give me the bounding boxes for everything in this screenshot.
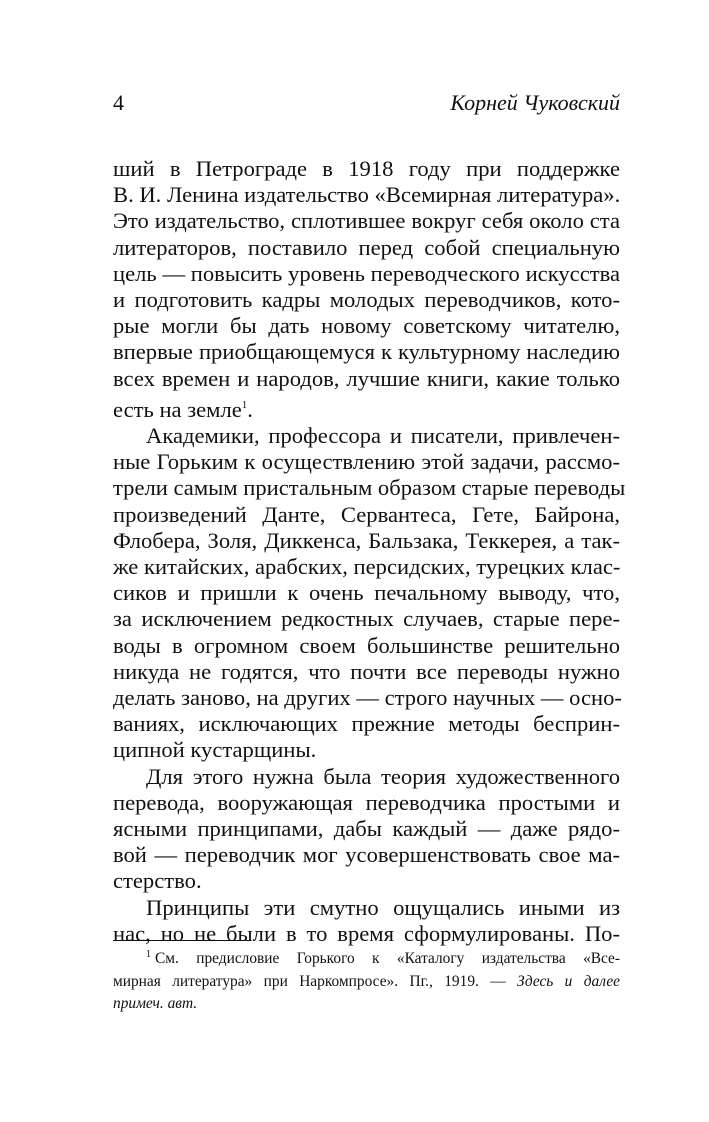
text-line: Академики, профессора и писатели, привлечен-: [146, 423, 620, 449]
text-fragment: .: [247, 396, 253, 422]
text-line: В. И. Ленина издательство «Всемирная литература».: [113, 182, 621, 208]
text-line: Для этого нужна была теория художественного: [146, 763, 620, 789]
text-line: Это издательство, сплотившее вокруг себя около ста: [113, 208, 620, 234]
page-number: 4: [113, 90, 124, 115]
footnote-divider: [113, 940, 249, 941]
footnote-line: примеч. авт.: [113, 995, 198, 1013]
text-line: цель — повысить уровень переводческого искусства: [113, 260, 620, 286]
text-line: произведений Данте, Сервантеса, Гете, Байрона,: [113, 501, 620, 527]
running-head-author: Корней Чуковский: [450, 90, 620, 115]
text-line: же китайских, арабских, персидских, турецких клас-: [113, 554, 621, 580]
text-line: ший в Петрограде в 1918 году при поддержке: [113, 156, 620, 181]
text-line: литераторов, поставило перед собой специальную: [113, 234, 620, 260]
text-line: перевода, вооружающая переводчика простыми и: [113, 789, 620, 815]
text-line: нас, но не были в то время сформулированы. По-: [113, 920, 620, 946]
footnote-mark: 1: [146, 949, 151, 960]
text-line: [113, 392, 620, 423]
text-line: впервые приобщающемуся к культурному наследию: [113, 339, 620, 365]
footnote-reference[interactable]: 1: [241, 398, 248, 411]
footnote-text: мирная литература» при Наркомпросе». Пг., 1919. —: [113, 972, 518, 990]
text-line: стерство.: [113, 868, 202, 894]
text-line: рые могли бы дать новому советскому читателю,: [113, 313, 620, 339]
text-line: сиков и пришли к очень печальному выводу, что,: [113, 580, 620, 606]
text-line: за исключением редкостных случаев, старые пере-: [113, 606, 620, 632]
text-line: Флобера, Золя, Диккенса, Бальзака, Теккерея, а так-: [113, 527, 620, 553]
text-line: и подготовить кадры молодых переводчиков, кото-: [113, 287, 620, 313]
text-line: никуда не годятся, что почти все переводы нужно: [113, 658, 620, 684]
footnote-line: [113, 944, 620, 971]
paragraph-3: [113, 764, 620, 895]
footnote-text-italic: Здесь и далее: [517, 972, 620, 990]
footnote-text: См. предисловие Горького к «Каталогу издательства «Все-: [155, 950, 620, 967]
body-text: [113, 156, 626, 947]
text-line: ципной кустарщины.: [113, 737, 317, 763]
text-line: ваниях, исключающих прежние методы бесприн-: [113, 711, 620, 737]
footnote-line: [113, 971, 620, 994]
text-line: трели самым пристальным образом старые переводы: [113, 475, 626, 501]
text-line: всех времен и народов, лучшие книги, какие только: [113, 365, 620, 391]
text-line: ные Горьким к осуществлению этой задачи, рассмо-: [113, 449, 620, 475]
text-fragment: есть на земле: [113, 396, 242, 422]
text-line: вой — переводчик мог усовершенствовать свое ма-: [113, 842, 620, 868]
page-header: [113, 90, 620, 120]
paragraph-2: [113, 423, 626, 764]
text-line: делать заново, на других — строго научных — осно-: [113, 685, 622, 711]
paragraph-1: [113, 156, 620, 423]
text-line: ясными принципами, дабы каждый — даже рядо-: [113, 816, 620, 842]
text-line: воды в огромном своем большинстве решительно: [113, 632, 620, 658]
text-line: Принципы эти смутно ощущались иными из: [146, 894, 620, 920]
footnote: [113, 944, 620, 1016]
